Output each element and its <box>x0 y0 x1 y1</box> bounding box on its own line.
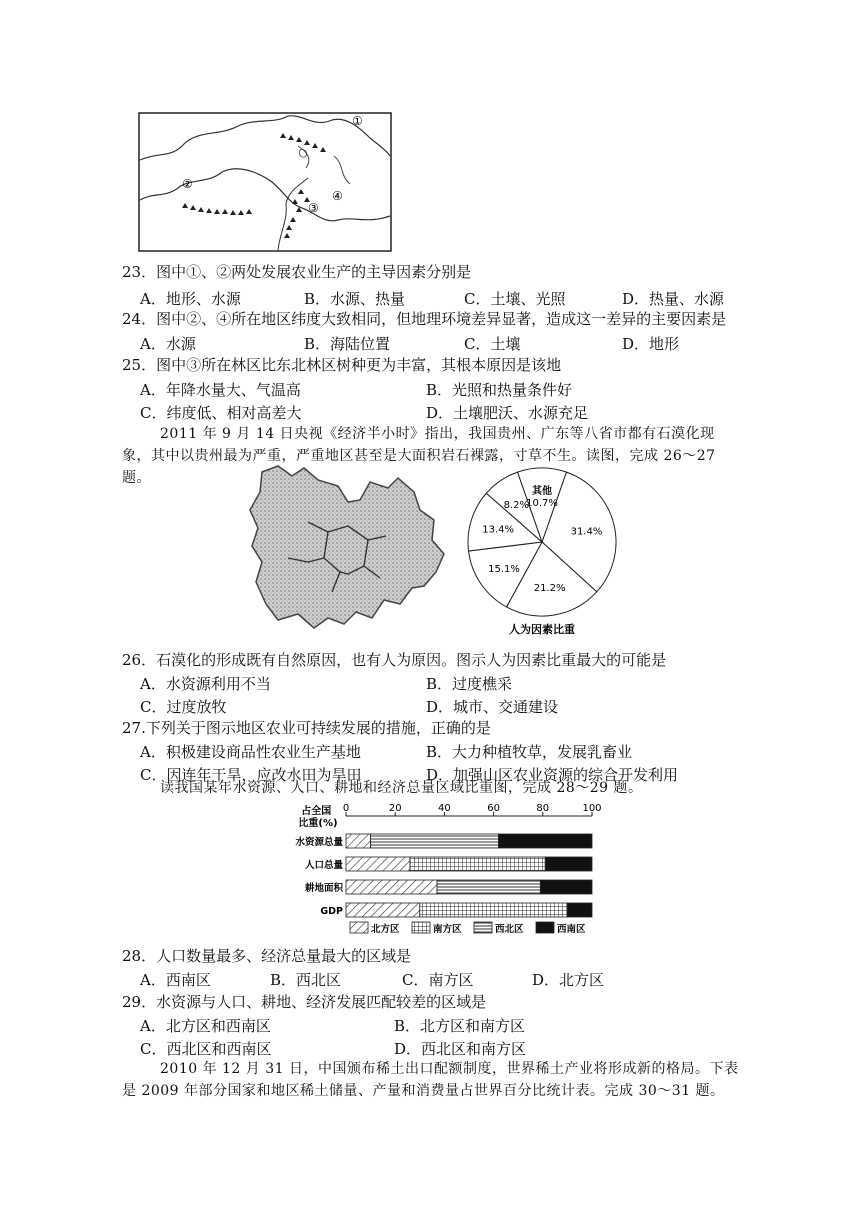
q26-option-c[interactable]: C．过度放牧 <box>140 698 227 716</box>
bar-segment <box>346 880 437 894</box>
map-label-2: ② <box>182 177 193 191</box>
q29-option-b[interactable]: B．北方区和南方区 <box>394 1017 526 1035</box>
q24-option-a[interactable]: A．水源 <box>140 335 196 353</box>
q25-stem: 25．图中③所在林区比东北林区树种更为丰富，其根本原因是该地 <box>122 356 562 374</box>
q24-stem: 24．图中②、④所在地区纬度大致相同，但地理环境差异显著，造成这一差异的主要因素是 <box>122 310 727 328</box>
bar-segment <box>437 880 540 894</box>
bar-category-label: 耕地面积 <box>304 883 343 894</box>
bar-ylabel-line-2: 比重(%) <box>298 818 338 829</box>
intro-26-27: 2011 年 9 月 14 日央视《经济半小时》指出，我国贵州、广东等八省市都有石漠化现象，其中以贵州最为严重，严重地区甚至是大面积岩石裸露，寸草不生。读图，完成 26～27 题。 <box>122 426 716 486</box>
q29-option-c[interactable]: C．西北区和西南区 <box>140 1040 272 1058</box>
bar-ylabel-line-1: 占全国 <box>301 806 332 817</box>
map-label-1: ① <box>352 114 363 128</box>
q29-option-d[interactable]: D．西北区和南方区 <box>394 1040 527 1058</box>
q28-option-a[interactable]: A．西南区 <box>140 971 211 989</box>
bar-segment <box>545 857 592 871</box>
bar-segment <box>346 903 420 917</box>
legend-swatch <box>350 922 368 933</box>
pie-slice-label: 13.4% <box>482 524 515 536</box>
pie-slice-label: 21.2% <box>533 583 566 595</box>
map-label-4: ④ <box>332 189 343 203</box>
pie-slice-label: 其他 10.7% <box>526 486 558 510</box>
q28-stem: 28．人口数量最多、经济总量最大的区域是 <box>122 947 412 965</box>
bar-segment <box>567 903 592 917</box>
q26-stem: 26．石漠化的形成既有自然原因，也有人为原因。图示人为因素比重最大的可能是 <box>122 651 667 669</box>
bar-segment <box>371 834 499 848</box>
intro-30-31: 2010 年 12 月 31 日，中国颁布稀土出口配额制度，世界稀土产业将形成新的格局。下表是 2009 年部分国家和地区稀土储量、产量和消费量占世界百分比统计表。完成 30～31 题。 <box>122 1061 739 1099</box>
bar-tick-label: 20 <box>388 803 402 814</box>
bar-category-label: 人口总量 <box>304 860 343 871</box>
pie-slice-label: 31.4% <box>570 526 603 538</box>
bar-segment <box>346 834 371 848</box>
q28-option-d[interactable]: D．北方区 <box>532 971 605 989</box>
bar-segment <box>420 903 568 917</box>
q27-option-b[interactable]: B．大力种植牧草，发展乳畜业 <box>426 743 633 761</box>
map-label-3: ③ <box>308 201 319 215</box>
bar-segment <box>499 834 592 848</box>
q27-option-d[interactable]: D．加强山区农业资源的综合开发利用 <box>426 766 679 784</box>
legend-label: 西北区 <box>495 924 524 935</box>
q26-option-b[interactable]: B．过度樵采 <box>426 675 513 693</box>
bar-tick-label: 80 <box>536 803 550 814</box>
q24-option-c[interactable]: C．土壤 <box>464 335 521 353</box>
q25-option-a[interactable]: A．年降水量大、气温高 <box>140 381 301 399</box>
bar-ticks <box>343 803 602 816</box>
pie-caption: 人为因素比重 <box>509 623 575 636</box>
bar-segment <box>540 880 592 894</box>
legend-swatch <box>536 922 554 933</box>
pie-slice-label: 8.2% <box>503 499 530 511</box>
bar-rows <box>295 834 592 917</box>
bar-segment <box>346 857 410 871</box>
q23-stem: 23．图中①、②两处发展农业生产的主导因素分别是 <box>122 263 472 281</box>
q26-option-a[interactable]: A．水资源利用不当 <box>140 675 271 693</box>
guizhou-map <box>248 462 448 634</box>
q27-stem: 27.下列关于图示地区农业可持续发展的措施，正确的是 <box>122 719 491 737</box>
q25-option-b[interactable]: B．光照和热量条件好 <box>426 381 573 399</box>
bar-ylabel <box>298 804 337 829</box>
q25-option-d[interactable]: D．土壤肥沃、水源充足 <box>426 404 589 422</box>
legend-swatch <box>412 922 430 933</box>
bar-tick-label: 60 <box>487 803 500 814</box>
pie-slice-label: 15.1% <box>488 563 520 575</box>
bar-segment <box>410 857 545 871</box>
q28-option-c[interactable]: C．南方区 <box>402 971 474 989</box>
legend-label: 西南区 <box>557 924 586 935</box>
q23-option-b[interactable]: B．水源、热量 <box>304 290 406 308</box>
q29-option-a[interactable]: A．北方区和西南区 <box>140 1017 271 1035</box>
bar-legend <box>350 922 586 935</box>
q23-option-d[interactable]: D．热量、水源 <box>622 290 725 308</box>
bar-tick-label: 0 <box>342 803 350 814</box>
q27-option-c[interactable]: C．因连年干旱，应改水田为旱田 <box>140 766 362 784</box>
q23-option-c[interactable]: C．土壤、光照 <box>464 290 566 308</box>
region-map <box>138 112 392 252</box>
q26-option-d[interactable]: D．城市、交通建设 <box>426 698 559 716</box>
bar-tick-label: 40 <box>438 803 451 814</box>
q29-stem: 29．水资源与人口、耕地、经济发展匹配较差的区域是 <box>122 993 487 1011</box>
stacked-bar-chart <box>290 802 610 940</box>
intro-28-29: 读我国某年水资源、人口、耕地和经济总量区域比重图，完成 28～29 题。 <box>160 780 643 796</box>
q27-option-a[interactable]: A．积极建设商品性农业生产基地 <box>140 743 361 761</box>
q23-option-a[interactable]: A．地形、水源 <box>140 290 241 308</box>
q24-option-b[interactable]: B．海陆位置 <box>304 335 391 353</box>
bar-tick-label: 100 <box>582 803 602 814</box>
q25-option-c[interactable]: C．纬度低、相对高差大 <box>140 404 302 422</box>
legend-swatch <box>474 922 492 933</box>
bar-category-label: GDP <box>320 906 343 917</box>
legend-label: 北方区 <box>371 924 400 935</box>
q24-option-d[interactable]: D．地形 <box>622 335 680 353</box>
q28-option-b[interactable]: B．西北区 <box>270 971 342 989</box>
pie-chart <box>462 464 626 640</box>
bar-category-label: 水资源总量 <box>295 837 343 848</box>
legend-label: 南方区 <box>433 924 462 935</box>
